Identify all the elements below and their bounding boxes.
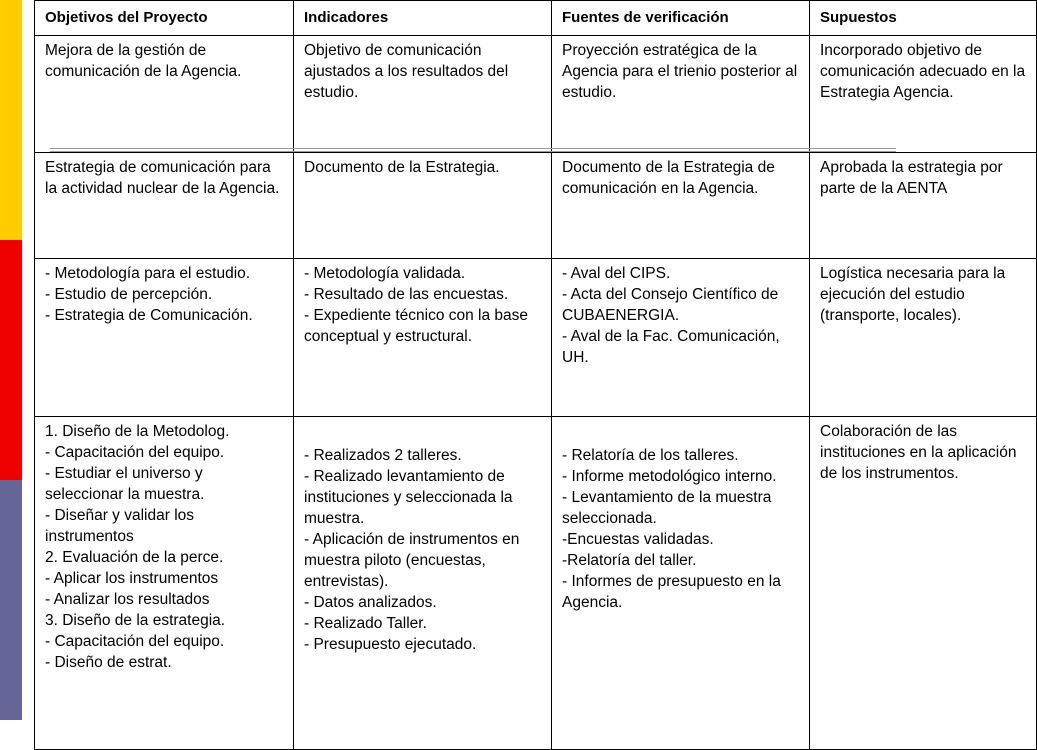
- header-indicadores: Indicadores: [294, 1, 552, 36]
- table-cell: Colaboración de las instituciones en la aplicación de los instrumentos.: [810, 417, 1037, 750]
- table-cell: Documento de la Estrategia de comunicación en la Agencia.: [552, 153, 810, 259]
- table-cell: Proyección estratégica de la Agencia para el trienio posterior al estudio.: [552, 36, 810, 153]
- header-fuentes: Fuentes de verificación: [552, 1, 810, 36]
- table-cell: Objetivo de comunicación ajustados a los resultados del estudio.: [294, 36, 552, 153]
- table-cell: - Metodología para el estudio. - Estudio de percepción. - Estrategia de Comunicación.: [35, 259, 294, 417]
- header-row: [35, 1, 1037, 36]
- table-cell: Logística necesaria para la ejecución del estudio (transporte, locales).: [810, 259, 1037, 417]
- table-row: [35, 36, 1037, 153]
- table-cell: - Relatoría de los talleres. - Informe metodológico interno. - Levantamiento de la muestra seleccionada. -Encuestas validadas. -Relatoría del taller. - Informes de presupuesto en la Agencia.: [552, 417, 810, 750]
- table-cell: - Metodología validada. - Resultado de las encuestas. - Expediente técnico con la base conceptual y estructural.: [294, 259, 552, 417]
- table-row: [35, 259, 1037, 417]
- table-cell: Documento de la Estrategia.: [294, 153, 552, 259]
- table-cell: - Realizados 2 talleres. - Realizado levantamiento de instituciones y seleccionada la muestra. - Aplicación de instrumentos en muestra piloto (encuestas, entrevistas). - Datos analizados. - Realizado Taller. - Presupuesto ejecutado.: [294, 417, 552, 750]
- header-objetivos: Objetivos del Proyecto: [35, 1, 294, 36]
- decorative-divider-line: [50, 148, 896, 152]
- table-cell: Aprobada la estrategia por parte de la AENTA: [810, 153, 1037, 259]
- red-band: [0, 240, 22, 480]
- table-row: [35, 153, 1037, 259]
- table-cell: Mejora de la gestión de comunicación de la Agencia.: [35, 36, 294, 153]
- yellow-band: [0, 0, 22, 240]
- table-cell: Estrategia de comunicación para la actividad nuclear de la Agencia.: [35, 153, 294, 259]
- header-supuestos: Supuestos: [810, 1, 1037, 36]
- table-row: [35, 417, 1037, 750]
- blue-band: [0, 480, 22, 720]
- table-cell: - Aval del CIPS. - Acta del Consejo Científico de CUBAENERGIA. - Aval de la Fac. Comunicación, UH.: [552, 259, 810, 417]
- table-cell: Incorporado objetivo de comunicación adecuado en la Estrategia Agencia.: [810, 36, 1037, 153]
- logical-framework-table: [34, 0, 1037, 750]
- table-cell: 1. Diseño de la Metodolog. - Capacitación del equipo. - Estudiar el universo y seleccionar la muestra. - Diseñar y validar los instrumentos 2. Evaluación de la perce. - Aplicar los instrumentos - Analizar los resultados 3. Diseño de la estrategia. - Capacitación del equipo. - Diseño de estrat.: [35, 417, 294, 750]
- decorative-color-bar: [0, 0, 22, 720]
